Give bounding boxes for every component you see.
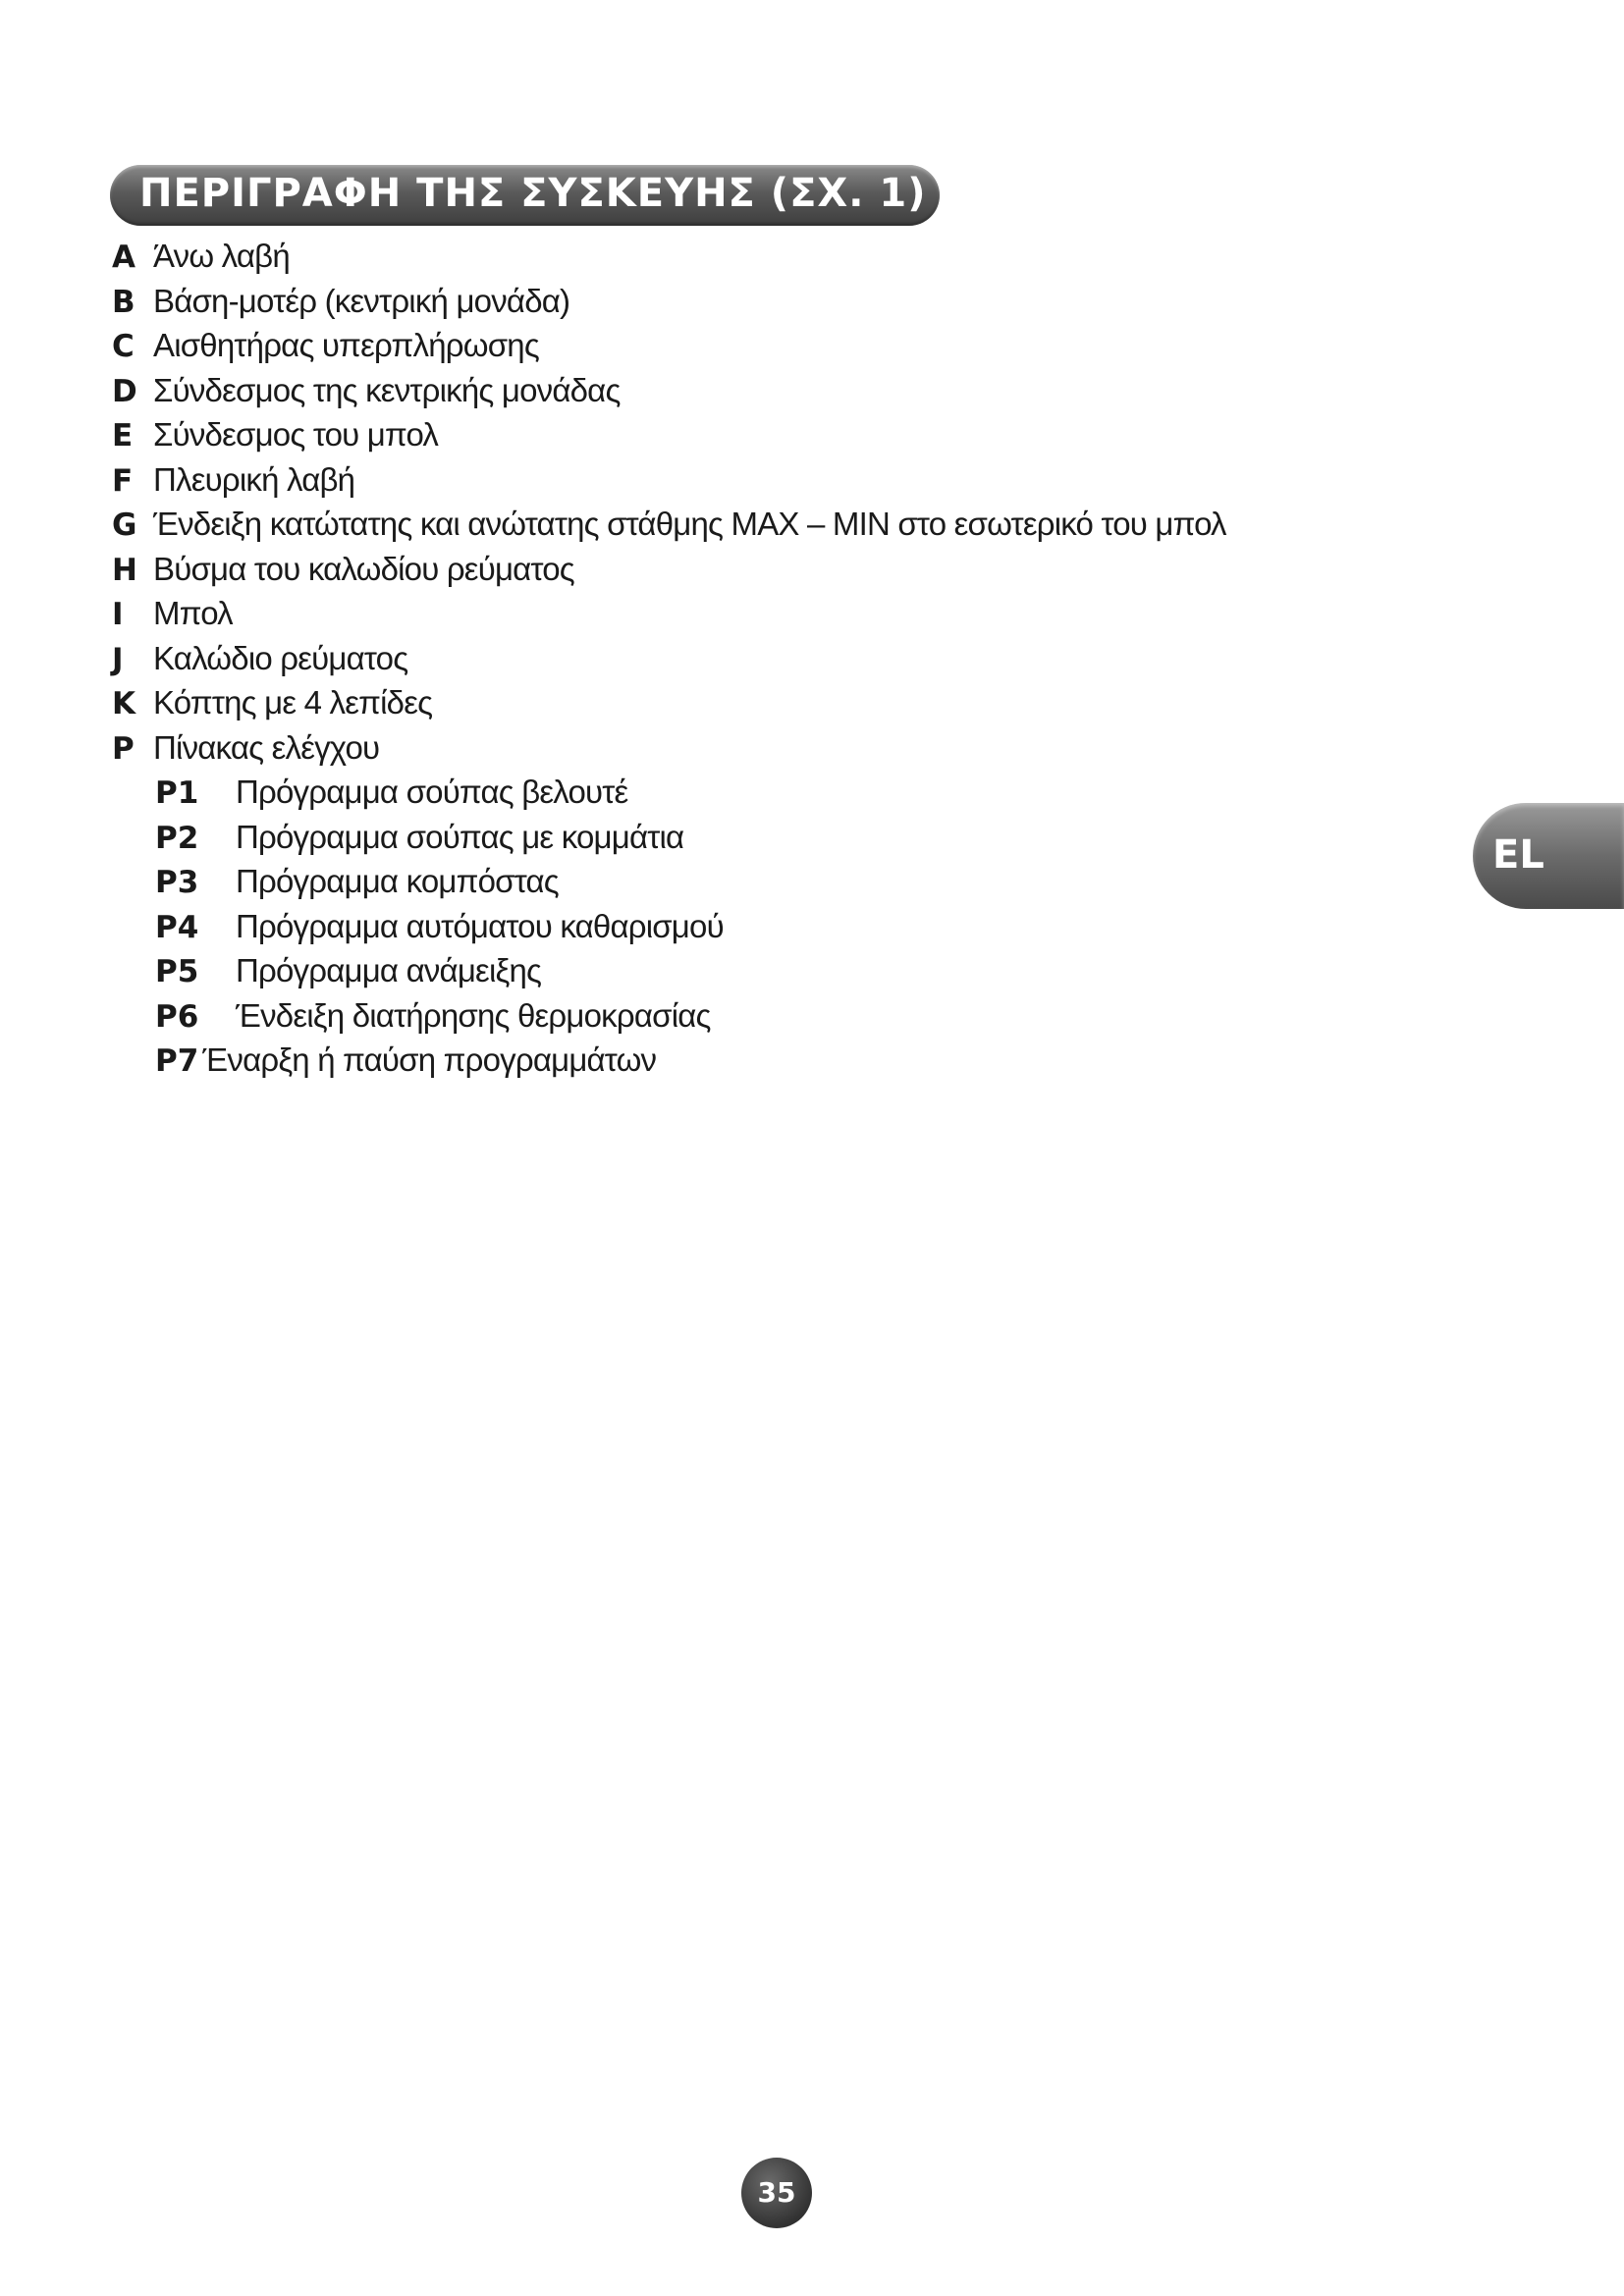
part-letter: J: [112, 641, 124, 677]
control-description: Πρόγραμμα ανάμειξης: [236, 952, 542, 988]
control-description: Πρόγραμμα κομπόστας: [236, 863, 559, 899]
control-item-p5: [155, 948, 724, 993]
part-item-p: [112, 725, 1226, 771]
part-description: Μπολ: [153, 595, 233, 631]
control-description: Πρόγραμμα σούπας με κομμάτια: [236, 818, 684, 855]
part-letter: B: [112, 284, 135, 320]
part-item-j: [112, 636, 1226, 681]
part-description: Αισθητήρας υπερπλήρωσης: [153, 327, 539, 363]
control-item-p4: [155, 904, 724, 949]
part-letter: A: [112, 240, 135, 275]
part-description: Σύνδεσμος της κεντρικής μονάδας: [153, 371, 621, 408]
section-header: [110, 165, 940, 226]
part-item-k: [112, 680, 1226, 725]
part-item-d: [112, 368, 1226, 413]
part-description: Κόπτης με 4 λεπίδες: [153, 684, 433, 721]
control-panel-list: [155, 770, 724, 1083]
control-code: P1: [155, 775, 199, 811]
part-letter: E: [112, 418, 134, 454]
part-letter: P: [112, 730, 135, 767]
part-description: Σύνδεσμος του μπολ: [153, 416, 439, 453]
part-item-e: [112, 412, 1226, 457]
section-title: ΠΕΡΙΓΡΑΦΗ ΤΗΣ ΣΥΣΚΕΥΗΣ (ΣΧ. 1): [139, 171, 927, 216]
part-item-f: [112, 457, 1226, 503]
part-item-i: [112, 591, 1226, 636]
part-letter: I: [112, 597, 124, 632]
page-number: 35: [741, 2158, 812, 2228]
control-code: P7: [155, 1043, 199, 1079]
part-item-h: [112, 547, 1226, 592]
part-letter: K: [112, 686, 136, 721]
part-letter: D: [112, 373, 137, 409]
language-tab: [1473, 803, 1624, 909]
part-item-b: [112, 279, 1226, 324]
control-description: Πρόγραμμα αυτόματου καθαρισμού: [236, 907, 724, 944]
part-item-c: [112, 323, 1226, 368]
part-description: Ένδειξη κατώτατης και ανώτατης στάθμης MAX – MIN στο εσωτερικό του μπολ: [153, 506, 1226, 542]
control-item-p1: [155, 770, 724, 815]
control-code: P5: [155, 954, 199, 989]
control-description: Πρόγραμμα σούπας βελουτέ: [236, 774, 628, 810]
control-code: P2: [155, 820, 199, 856]
part-letter: H: [112, 552, 137, 588]
part-description: Βύσμα του καλωδίου ρεύματος: [153, 550, 574, 587]
control-code: P3: [155, 865, 199, 900]
part-letter: F: [112, 462, 134, 499]
control-item-p3: [155, 859, 724, 904]
part-description: Βάση-μοτέρ (κεντρική μονάδα): [153, 282, 570, 319]
part-item-g: [112, 502, 1226, 547]
part-description: Πλευρική λαβή: [153, 460, 355, 498]
part-description: Άνω λαβή: [153, 238, 290, 274]
control-code: P4: [155, 909, 199, 945]
part-description: Καλώδιο ρεύματος: [153, 639, 408, 676]
part-letter: C: [112, 329, 135, 364]
control-item-p7: [155, 1038, 724, 1083]
language-label: EL: [1492, 832, 1544, 878]
control-item-p6: [155, 993, 724, 1039]
control-description: Ένδειξη διατήρησης θερμοκρασίας: [236, 996, 711, 1034]
part-item-a: [112, 234, 1226, 279]
parts-list: [112, 234, 1226, 770]
part-letter: G: [112, 507, 137, 543]
control-item-p2: [155, 815, 724, 860]
control-code: P6: [155, 998, 199, 1035]
part-description: Πίνακας ελέγχου: [153, 728, 380, 766]
control-description: Έναρξη ή παύση προγραμμάτων: [202, 1041, 657, 1078]
